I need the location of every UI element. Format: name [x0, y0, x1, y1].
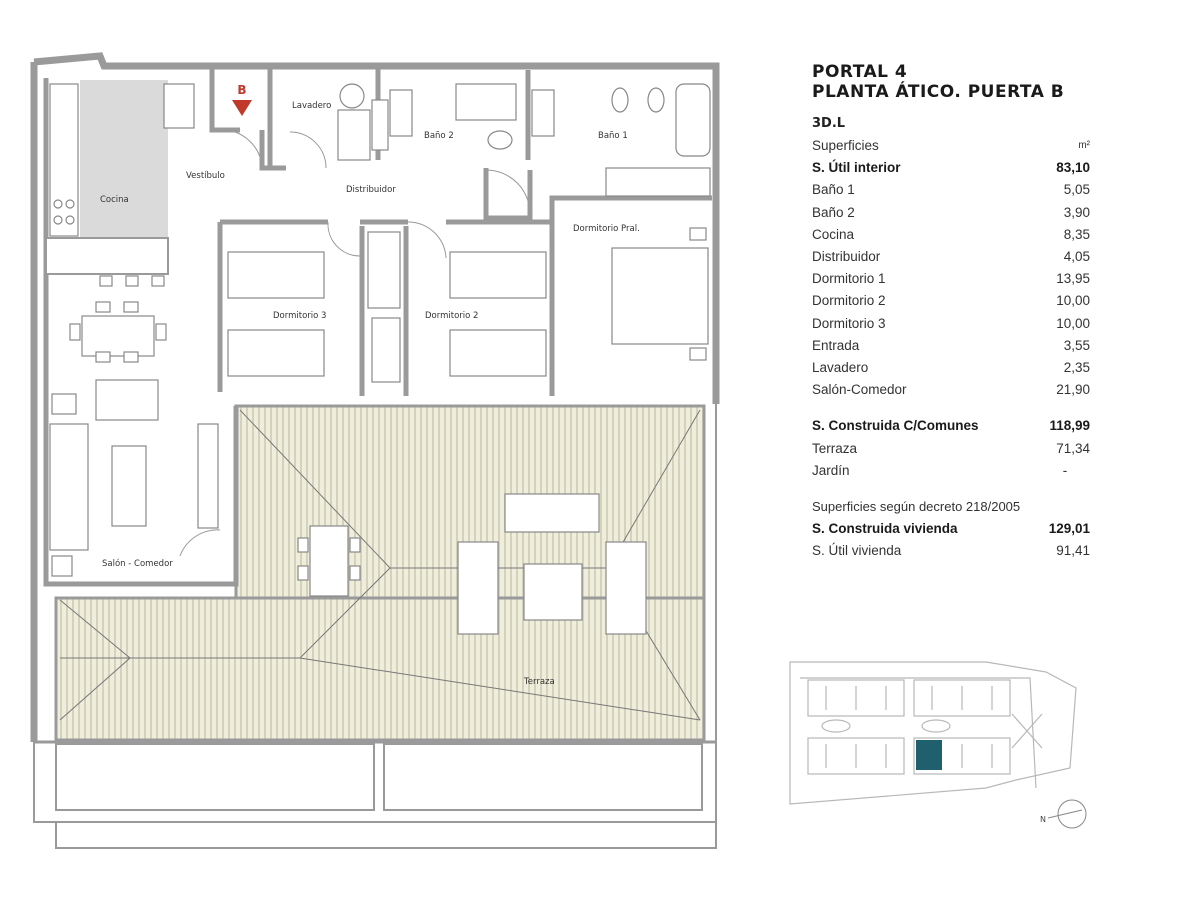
row-value: 21,90: [1056, 382, 1090, 398]
label-vestibulo: Vestíbulo: [186, 171, 225, 181]
table-row: [812, 335, 1090, 357]
row-built-home: [812, 518, 1090, 540]
floor-title: PLANTA ÁTICO. PUERTA B: [812, 82, 1065, 102]
row-value: 8,35: [1063, 226, 1090, 242]
row-jardin: [812, 460, 1090, 482]
row-label: S. Construida vivienda: [812, 521, 958, 537]
label-lavadero: Lavadero: [292, 101, 332, 111]
table-row: [812, 268, 1090, 290]
row-label: Entrada: [812, 337, 860, 353]
table-row: [812, 313, 1090, 335]
entrance-arrow-icon: [232, 100, 252, 116]
label-distribuidor: Distribuidor: [346, 185, 396, 195]
table-row: [812, 246, 1090, 268]
row-value: 10,00: [1056, 293, 1090, 309]
row-label: Salón-Comedor: [812, 382, 907, 398]
row-label: Dormitorio 3: [812, 315, 886, 331]
row-value: 83,10: [1056, 160, 1090, 176]
table-row: [812, 290, 1090, 312]
table-row: [812, 379, 1090, 401]
row-label: Baño 2: [812, 204, 855, 220]
row-value: 71,34: [1056, 440, 1090, 456]
terrace: [56, 406, 704, 740]
table-row: [812, 357, 1090, 379]
table-header: [812, 135, 1090, 157]
label-cocina: Cocina: [100, 195, 129, 205]
decree-note: Superficies según decreto 218/2005: [812, 499, 1021, 515]
table-row: [812, 202, 1090, 224]
row-label: Dormitorio 2: [812, 293, 886, 309]
row-value: 2,35: [1063, 360, 1090, 376]
row-value: 3,55: [1063, 337, 1090, 353]
bathroom-fixtures: [338, 84, 710, 160]
label-dormitorio2: Dormitorio 2: [425, 311, 479, 321]
row-label: Jardín: [812, 462, 850, 478]
row-useful-home: [812, 540, 1090, 562]
row-value: 13,95: [1056, 271, 1090, 287]
table-row: [812, 224, 1090, 246]
label-bano2: Baño 2: [424, 131, 454, 141]
label-terraza: Terraza: [524, 677, 555, 687]
portal-title: PORTAL 4: [812, 62, 908, 82]
label-salon: Salón - Comedor: [102, 559, 173, 569]
entrance-marker: [232, 83, 252, 116]
col-unit: m²: [1078, 140, 1090, 151]
row-value: 129,01: [1048, 521, 1090, 537]
row-label: S. Útil vivienda: [812, 543, 902, 559]
entrance-marker-letter: B: [237, 83, 247, 97]
type-code: 3D.L: [812, 116, 846, 131]
row-label: Baño 1: [812, 182, 855, 198]
col-label: Superficies: [812, 138, 879, 153]
label-dormitorio3: Dormitorio 3: [273, 311, 327, 321]
label-dormitorio-pral: Dormitorio Pral.: [573, 224, 640, 234]
surfaces-panel: [812, 62, 1090, 562]
row-label: Cocina: [812, 226, 855, 242]
row-value: 10,00: [1056, 315, 1090, 331]
row-built-common: [812, 415, 1090, 437]
living-furniture: [50, 302, 218, 576]
row-label: S. Útil interior: [812, 160, 901, 176]
row-value: 4,05: [1063, 249, 1090, 265]
label-bano1: Baño 1: [598, 131, 628, 141]
north-compass-icon: [1040, 800, 1086, 828]
row-value: 118,99: [1049, 418, 1090, 434]
row-interior: [812, 157, 1090, 179]
row-value: 5,05: [1063, 182, 1090, 198]
row-terraza: [812, 438, 1090, 460]
row-label: Dormitorio 1: [812, 271, 886, 287]
row-label: Lavadero: [812, 360, 869, 376]
unit-highlight: [916, 740, 942, 770]
kitchen: [46, 80, 194, 286]
table-row: [812, 179, 1090, 201]
row-label: S. Construida C/Comunes: [812, 418, 979, 434]
row-label: Distribuidor: [812, 249, 881, 265]
row-value: -: [1062, 462, 1068, 478]
location-key-map: [786, 658, 1096, 838]
row-value: 91,41: [1056, 543, 1090, 559]
row-value: 3,90: [1063, 204, 1090, 220]
row-label: Terraza: [812, 440, 858, 456]
north-label: N: [1040, 815, 1046, 824]
